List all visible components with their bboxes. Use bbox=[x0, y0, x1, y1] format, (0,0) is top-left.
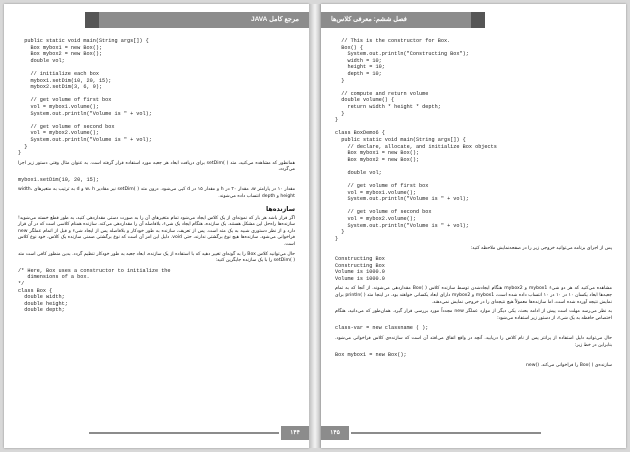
right-page-content bbox=[335, 38, 612, 420]
right-header-title: فصل ششم: معرفی کلاس‌ها bbox=[331, 16, 407, 23]
left-header-title: مرجع کامل JAVA bbox=[250, 16, 299, 23]
header-tab bbox=[471, 12, 485, 28]
code-block-box-class: /* Here, Box uses a constructor to initialize the dimensions of a box. */ class Box { double width; double height; double depth; bbox=[18, 267, 171, 314]
header-tab bbox=[85, 12, 99, 28]
paragraph-setdim-intro: همانطور که مشاهده می‌کنید، متد ( )setDim برای دریافت ابعاد هر جعبه مورد استفاده قرار گرفته است. به عنوان مثال وقتی دستور زیر اجرا می‌گردد، bbox=[18, 160, 295, 173]
left-page bbox=[4, 4, 309, 448]
code-line-setdim: mybox1.setDim(10, 20, 15); bbox=[18, 176, 99, 183]
code-block-main-method: public static void main(String args[]) { Box mybox1 = new Box(); Box mybox2 = new Box(); double vol; // initialize each box mybox1.setDim(10, 20, 15); mybox2.setDim(3, 6, 9); // get volume of first box vol = mybox1.volume(); System.out.println("Volume is " + vol); // get volume of second box vol = mybox2.volume(); System.out.println("Volume is " + vol); } } bbox=[18, 38, 152, 157]
section-heading-constructors: سازنده‌ها bbox=[265, 204, 295, 213]
left-page-footer bbox=[89, 426, 309, 440]
footer-rule bbox=[89, 432, 279, 434]
paragraph-setdim-explain: مقدار ۱۰ در پارامتر w، مقدار ۲۰ در h و مقدار ۱۵ در d کپی می‌شود. درون متد ( )setDim نیز مقادیر w، h و d به ترتیب به متغیرهای width، height و depth انتساب داده می‌شوند. bbox=[18, 187, 296, 200]
code-line-new-classname: class-var = new classname ( ); bbox=[335, 325, 429, 332]
paragraph-output-intro: پس از اجرای برنامه می‌توانید خروجی زیر را در صفحه‌نمایش ملاحظه کنید: bbox=[470, 246, 612, 252]
paragraph-new-operator: به نظر می‌رسد مهلت است پیش از ادامه بحث، یکی دیگر از موارد عملگر new مجدداً مورد بررسی قرار گیرد. همان‌طور که می‌دانید، هنگام اختصاص حافظه به یک شیء، از دستور زیر استفاده می‌شود: bbox=[335, 309, 612, 321]
right-page-number: ۱۴۵ bbox=[321, 426, 349, 440]
paragraph-box-constructor: حال می‌توانید کلاس Box را به گونه‌ای تغییر دهید که با استفاده از یک سازنده، ابعاد جعبه به طور خودکار تنظیم گردد. بدین منظور کافی است متد ( )setDim را با یک سازنده جایگزین کنید: bbox=[18, 251, 295, 264]
code-block-output: Constructing Box Constructing Box Volume is 1000.0 Volume is 1000.0 bbox=[335, 256, 385, 282]
code-block-constructor: // This is the constructor for Box. Box() { System.out.println("Constructing Box"); width = 10; height = 10; depth = 10; } // compute and return volume double volume() { return width * height * depth; } } class BoxDemo6 { public static void main(String args[]) { // declare, allocate, and initialize Box objects Box mybox1 = new Box(); Box mybox2 = new Box(); double vol; // get volume of first box vol = mybox1.volume(); System.out.println("Volume is " + vol); // get volume of second box vol = mybox2.volume(); System.out.println("Volume is " + vol); } } bbox=[335, 38, 497, 242]
book-gutter bbox=[309, 4, 321, 448]
right-page bbox=[321, 4, 626, 448]
left-page-number: ۱۴۴ bbox=[281, 426, 309, 440]
right-page-footer bbox=[321, 426, 541, 440]
right-page-header bbox=[321, 12, 471, 28]
paragraph-parentheses: حال می‌توانید دلیل استفاده از پرانتز پس از نام کلاس را دریابید. آنچه در واقع اتفاق می‌افتد آن است که سازنده‌ی کلاس فراخوانی می‌شود. بنابراین در خط زیر: bbox=[335, 335, 612, 348]
left-page-header bbox=[99, 12, 309, 28]
left-page-content bbox=[18, 38, 295, 420]
footer-rule bbox=[351, 432, 541, 434]
code-line-new-box: Box mybox1 = new Box(); bbox=[335, 352, 407, 359]
paragraph-output-explain: مشاهده می‌کنید که هر دو شیء mybox1 و mybox2 هنگام ایجادشدن توسط سازنده کلاس ( )Box مقداردهی می‌شوند. از آنجا که به تمام جعبه‌ها ابعاد یکسان ۱۰ در ۱۰ در ۱۰ انتساب داده شده است، mybox1 و mybox2 دارای ابعاد یکسانی خواهند بود. در اینجا متد ( )println برای نمایش نتیجه آورده شده است، اما سازنده‌ها معمولاً هیچ نتیجه‌ای را در خروجی نمایش نمی‌دهند. bbox=[335, 286, 612, 305]
paragraph-box-call: سازنده‌ی ( )Box را فراخوانی می‌کند. ()new bbox=[526, 362, 612, 368]
paragraph-constructors: اگر قرار باشد هر بار که نمونه‌ای از یک کلاس ایجاد می‌شود تمام متغیرهای آن را به صورت دستی مقداردهی کنید، به طور قطع خسته می‌شوید! سازنده‌ها راه‌حل این مشکل هستند. یک سازنده، هنگام ایجاد یک شیء، بلافاصله آن را مقداردهی می‌کند. سازنده همنام کلاسی است که در آن قرار دارد و از نظر دستوری شبیه به یک متد است. پس از تعریف، سازنده به طور خودکار و بلافاصله پس از ایجاد شیء و قبل از اتمام عملگر new فراخوانی می‌شود. سازنده‌ها هیچ نوع برگشتی ندارند، حتی void. دلیل این امر آن است که نوع برگشتی ضمنی سازنده یک کلاس، خود نوع کلاس است. bbox=[18, 215, 295, 248]
